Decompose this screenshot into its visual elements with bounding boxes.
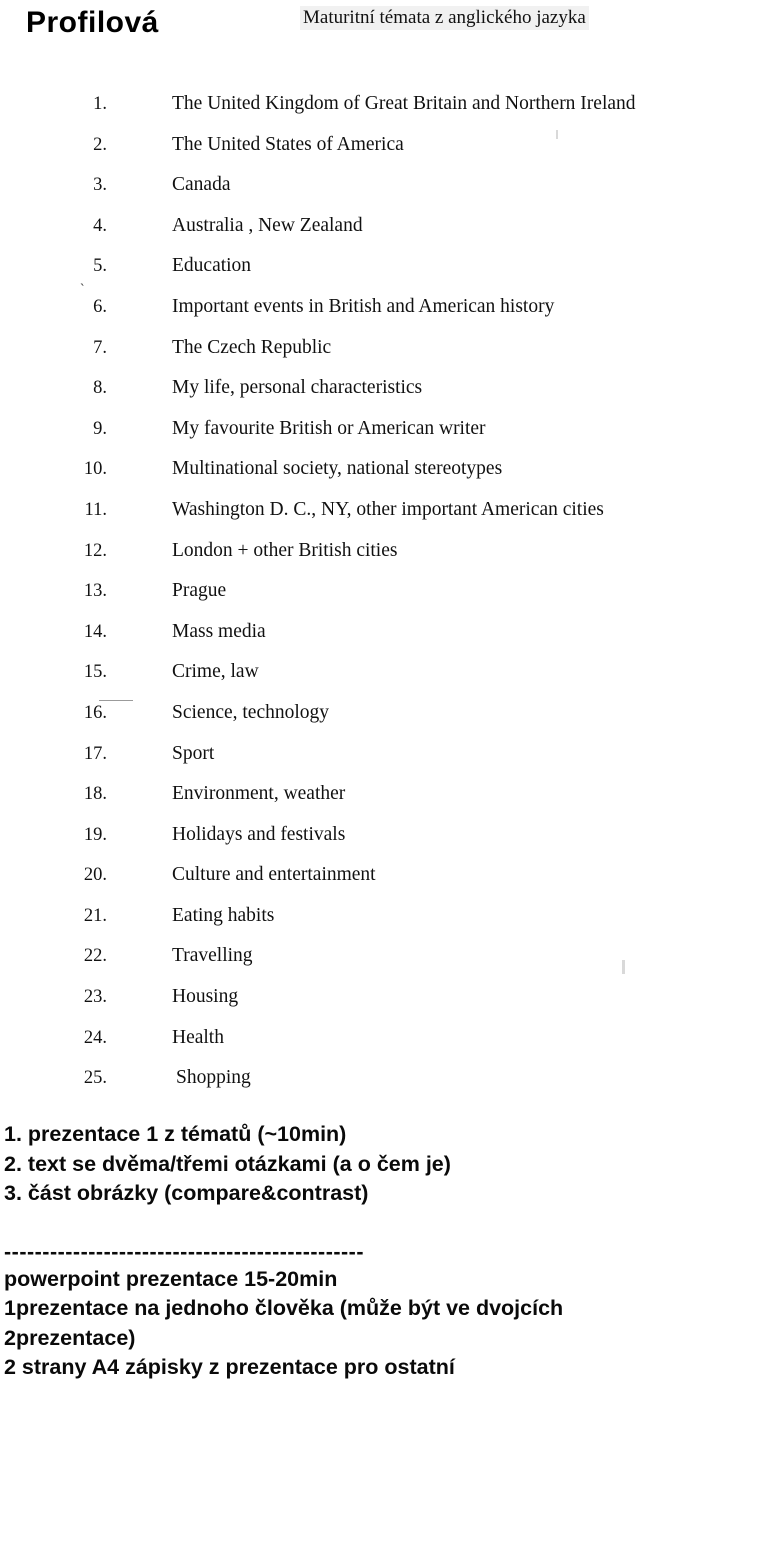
list-item-label: Australia , New Zealand bbox=[172, 214, 363, 236]
presentation-rule-line: powerpoint prezentace 15-20min bbox=[4, 1266, 338, 1291]
list-item bbox=[0, 734, 775, 775]
list-item-label: Housing bbox=[172, 986, 239, 1008]
list-item-number: 12. bbox=[83, 540, 107, 561]
list-item-label: Important events in British and American history bbox=[172, 295, 555, 317]
list-item-number: 11. bbox=[84, 499, 107, 520]
list-item-label: Holidays and festivals bbox=[172, 823, 346, 845]
list-item-number: 21. bbox=[83, 905, 107, 926]
list-item-number: 16. bbox=[83, 702, 107, 723]
list-item-number: 13. bbox=[83, 581, 107, 602]
notes-block bbox=[0, 1120, 775, 1383]
list-item-label: Canada bbox=[172, 174, 231, 196]
topic-list bbox=[0, 84, 775, 1099]
list-item bbox=[0, 328, 775, 369]
list-item bbox=[0, 652, 775, 693]
list-item bbox=[0, 206, 775, 247]
document-subtitle: Maturitní témata z anglického jazyka bbox=[300, 6, 589, 30]
list-item-label: The Czech Republic bbox=[172, 336, 332, 358]
list-item-number: 8. bbox=[93, 378, 107, 399]
list-item-number: 4. bbox=[93, 215, 107, 236]
list-item bbox=[0, 368, 775, 409]
list-item-number: 14. bbox=[83, 621, 107, 642]
list-item bbox=[0, 165, 775, 206]
list-item-number: 17. bbox=[83, 743, 107, 764]
notes-divider: ----------------------------------------------- bbox=[4, 1239, 365, 1264]
list-item-label: Travelling bbox=[172, 945, 253, 967]
list-item-label: Shopping bbox=[176, 1067, 251, 1089]
list-item bbox=[0, 896, 775, 937]
list-item-label: London + other British cities bbox=[172, 539, 398, 561]
list-item-label: Eating habits bbox=[172, 904, 275, 926]
document-header bbox=[0, 0, 775, 62]
list-item-number: 23. bbox=[83, 987, 107, 1008]
list-item-label: The United States of America bbox=[172, 133, 404, 155]
list-item-label: Prague bbox=[172, 580, 227, 602]
list-item-number: 25. bbox=[83, 1068, 107, 1089]
list-item bbox=[0, 571, 775, 612]
list-item-number: 18. bbox=[83, 784, 107, 805]
list-item-number: 20. bbox=[83, 865, 107, 886]
list-item bbox=[0, 125, 775, 166]
list-item bbox=[0, 977, 775, 1018]
list-item bbox=[0, 246, 775, 287]
list-item bbox=[0, 287, 775, 328]
list-item-number: 22. bbox=[83, 946, 107, 967]
list-item bbox=[0, 84, 775, 125]
page-title: Profilová bbox=[26, 6, 159, 39]
list-item bbox=[0, 612, 775, 653]
list-item-label: Health bbox=[172, 1026, 224, 1048]
underline-mark-item17 bbox=[99, 700, 133, 701]
pencil-tick-mark: ` bbox=[77, 281, 86, 299]
list-item bbox=[0, 1018, 775, 1059]
list-item-number: 5. bbox=[93, 256, 107, 277]
list-item-label: My favourite British or American writer bbox=[172, 417, 486, 439]
list-item-label: Environment, weather bbox=[172, 783, 346, 805]
list-item bbox=[0, 855, 775, 896]
list-item-label: Education bbox=[172, 255, 252, 277]
scan-speck bbox=[622, 960, 625, 974]
list-item-number: 15. bbox=[83, 662, 107, 683]
presentation-rule-line: 2 strany A4 zápisky z prezentace pro ostatní bbox=[4, 1355, 455, 1379]
list-item-label: The United Kingdom of Great Britain and Northern Ireland bbox=[172, 93, 636, 114]
list-item-label: Culture and entertainment bbox=[172, 864, 376, 886]
list-item bbox=[0, 409, 775, 450]
presentation-rule-line: 1prezentace na jednoho člověka (může být ve dvojcích 2prezentace) bbox=[4, 1296, 564, 1350]
list-item-number: 6. bbox=[93, 296, 107, 317]
list-item-label: Crime, law bbox=[172, 661, 259, 683]
list-item-number: 3. bbox=[93, 175, 107, 196]
list-item-number: 1. bbox=[93, 94, 107, 114]
list-item-label: Washington D. C., NY, other important American cities bbox=[172, 498, 604, 520]
list-item-number: 24. bbox=[83, 1027, 107, 1048]
list-item bbox=[0, 936, 775, 977]
list-item-number: 9. bbox=[93, 418, 107, 439]
list-item bbox=[0, 1058, 775, 1099]
list-item-number: 19. bbox=[83, 824, 107, 845]
list-item bbox=[0, 693, 775, 734]
list-item-number: 2. bbox=[93, 134, 107, 155]
exam-part-line: 3. část obrázky (compare&contrast) bbox=[4, 1181, 369, 1205]
notes-spacer bbox=[0, 1209, 775, 1239]
list-item-number: 10. bbox=[83, 459, 107, 480]
list-item-number: 7. bbox=[93, 337, 107, 358]
list-item bbox=[0, 815, 775, 856]
list-item-label: Sport bbox=[172, 742, 215, 764]
list-item-label: My life, personal characteristics bbox=[172, 377, 423, 399]
list-item-label: Science, technology bbox=[172, 701, 330, 723]
exam-part-line: 1. prezentace 1 z tématů (~10min) bbox=[4, 1122, 347, 1146]
scan-speck bbox=[556, 130, 558, 139]
list-item bbox=[0, 449, 775, 490]
list-item-label: Multinational society, national stereotypes bbox=[172, 458, 503, 480]
exam-part-line: 2. text se dvěma/třemi otázkami (a o čem je) bbox=[4, 1151, 451, 1176]
list-item-label: Mass media bbox=[172, 620, 266, 642]
list-item bbox=[0, 531, 775, 572]
list-item bbox=[0, 774, 775, 815]
list-item bbox=[0, 490, 775, 531]
